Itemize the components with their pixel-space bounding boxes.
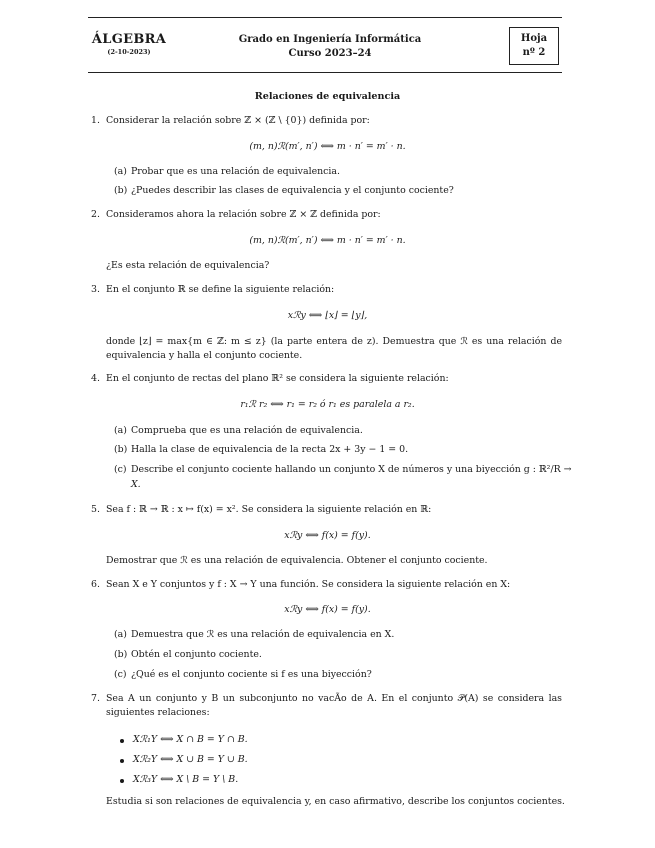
part-label: (c): [114, 464, 127, 475]
exercise-statement: Consideramos ahora la relación sobre ℤ × ℤ definida por:: [106, 209, 381, 220]
part-text: Describe el conjunto cociente hallando un conjunto X de números y una biyección g : ℝ²/R →: [131, 464, 572, 475]
exercise-number: 4.: [91, 373, 100, 384]
part-text: Halla la clase de equivalencia de la recta 2x + 3y − 1 = 0.: [131, 444, 409, 455]
part-text: Demuestra que ℛ es una relación de equivalencia en X.: [131, 629, 395, 640]
exercise-formula: (m, n)ℛ(m′, n′) ⟺ m · n′ = m′ · n.: [249, 141, 406, 152]
bullet-dot: [120, 779, 124, 783]
exercise-body: Demostrar que ℛ es una relación de equivalencia. Obtener el conjunto cociente.: [106, 555, 488, 566]
bullet-dot: [120, 739, 124, 743]
exercise-formula: xℛy ⟺ ⌊x⌋ = ⌊y⌋,: [287, 310, 368, 321]
sheet-number-box: [509, 27, 559, 65]
part-text-continued: X.: [131, 479, 141, 490]
exercise-number: 3.: [91, 284, 100, 295]
sheet-title: Relaciones de equivalencia: [254, 91, 401, 102]
exercise-statement: Sea A un conjunto y B un subconjunto no vacÃo de A. En el conjunto 𝒫(A) se considera las siguientes relaciones:: [106, 693, 562, 718]
exercise-number: 1.: [91, 115, 100, 126]
relation-item: Xℛ₂Y ⟺ X ∪ B = Y ∪ B.: [133, 754, 248, 765]
degree-name: Grado en Ingeniería Informática: [238, 34, 422, 45]
sheet-number: nº 2: [522, 47, 546, 58]
part-label: (a): [114, 425, 127, 436]
relation-item: Xℛ₃Y ⟺ X \ B = Y \ B.: [133, 774, 239, 785]
part-text: Comprueba que es una relación de equivalencia.: [131, 425, 363, 436]
subject-title: ÁLGEBRA: [91, 32, 167, 47]
part-label: (b): [114, 649, 128, 660]
part-label: (b): [114, 185, 128, 196]
part-label: (a): [114, 166, 127, 177]
exercise-formula: xℛy ⟺ f(x) = f(y).: [284, 604, 371, 615]
exercise-question: ¿Es esta relación de equivalencia?: [106, 260, 270, 271]
relation-item: Xℛ₁Y ⟺ X ∩ B = Y ∩ B.: [133, 734, 248, 745]
sheet-date: (2-10-2023): [107, 48, 151, 56]
sheet-label: Hoja: [520, 33, 548, 44]
exercise-statement: Considerar la relación sobre ℤ × (ℤ \ {0}) definida por:: [106, 115, 370, 126]
exercise-number: 6.: [91, 579, 100, 590]
header-center: [200, 33, 460, 61]
exercise-statement: Sean X e Y conjuntos y f : X → Y una función. Se considera la siguiente relación en X:: [106, 579, 511, 590]
exercise-statement: En el conjunto de rectas del plano ℝ² se considera la siguiente relación:: [106, 373, 449, 384]
exercise-closing: Estudia si son relaciones de equivalencia y, en caso afirmativo, describe los conjuntos cocientes.: [106, 796, 565, 807]
exercise-statement: Sea f : ℝ → ℝ : x ↦ f(x) = x². Se considera la siguiente relación en ℝ:: [106, 504, 432, 515]
exercise-body: donde ⌊z⌋ = max{m ∈ ℤ: m ≤ z} (la parte entera de z). Demuestra que ℛ es una relación de equivalencia y halla el conjunto cociente.: [106, 336, 562, 361]
part-text: Obtén el conjunto cociente.: [131, 649, 262, 660]
exercise-formula: r₁ℛ r₂ ⟺ r₁ = r₂ ó r₁ es paralela a r₂.: [240, 399, 415, 410]
part-label: (a): [114, 629, 127, 640]
part-text: Probar que es una relación de equivalencia.: [131, 166, 340, 177]
course-year: Curso 2023–24: [288, 48, 372, 59]
exercise-number: 2.: [91, 209, 100, 220]
part-label: (c): [114, 669, 127, 680]
exercise-number: 7.: [91, 693, 100, 704]
header-left: [89, 32, 169, 56]
part-label: (b): [114, 444, 128, 455]
header-bottom-rule: [88, 72, 562, 73]
exercise-formula: (m, n)ℛ(m′, n′) ⟺ m · n′ = m′ · n.: [249, 235, 406, 246]
part-text: ¿Qué es el conjunto cociente si f es una biyección?: [131, 669, 372, 680]
exercise-number: 5.: [91, 504, 100, 515]
top-rule: [88, 17, 562, 18]
exercise-statement: En el conjunto ℝ se define la siguiente relación:: [106, 284, 335, 295]
bullet-dot: [120, 759, 124, 763]
exercise-formula: xℛy ⟺ f(x) = f(y).: [284, 530, 371, 541]
part-text: ¿Puedes describir las clases de equivalencia y el conjunto cociente?: [131, 185, 454, 196]
